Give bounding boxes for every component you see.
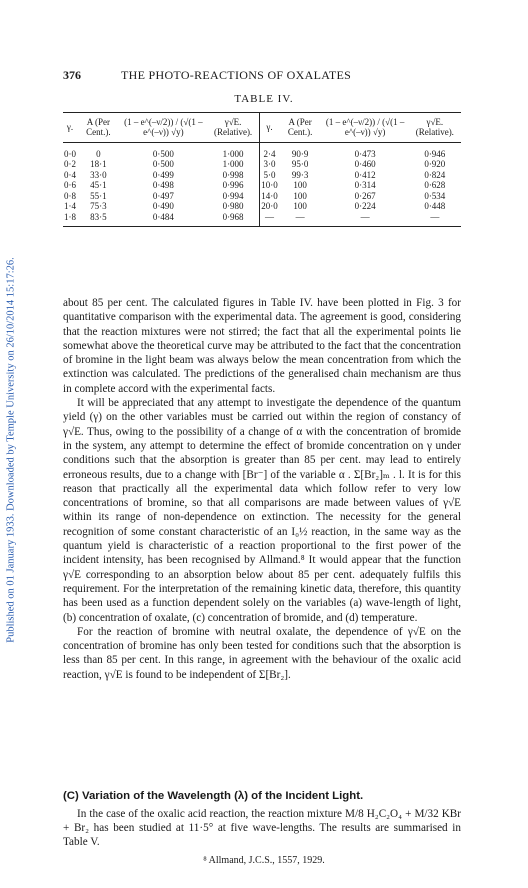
table-cell: 1·8 xyxy=(63,212,77,227)
table-cell: 90·9 xyxy=(291,148,309,159)
table-header-cell: (1 – e^(–ν/2)) / (√(1 – e^(–ν)) √y) xyxy=(322,113,409,143)
table-cell: 0·460 xyxy=(354,159,376,170)
table-cell: 0·996 xyxy=(222,180,244,191)
table-cell: 0·314 xyxy=(354,180,376,191)
table-cell: — xyxy=(322,212,409,227)
table-cell: 3·0 xyxy=(260,159,279,170)
table-row xyxy=(63,201,461,212)
data-table xyxy=(63,112,461,227)
table-cell: 0·490 xyxy=(152,201,174,212)
table-cell: 0·920 xyxy=(424,159,446,170)
table-row xyxy=(63,142,461,159)
table-cell: 0·484 xyxy=(120,212,207,227)
section-heading: (C) Variation of the Wavelength (λ) of the Incident Light. xyxy=(63,790,364,802)
table-header xyxy=(63,113,461,143)
table-header-row xyxy=(63,113,461,143)
table-cell: 0·628 xyxy=(424,180,446,191)
table-header-cell: A (Per Cent.). xyxy=(77,113,120,143)
table-cell: 0·994 xyxy=(222,190,244,201)
table-cell: — xyxy=(260,212,279,227)
table-cell: 0·448 xyxy=(424,201,446,212)
table-row xyxy=(63,170,461,181)
table-row xyxy=(63,159,461,170)
table-cell: 2·4 xyxy=(260,142,279,159)
paragraph: For the reaction of bromine with neutral oxalate, the dependence of γ√E on the concentration of bromine has only been tested for conditions such that the absorption is less than 85 per cent. In this range, in agreement with the behaviour of the oxalic acid reaction, γ√E is found to be independent of Σ[Br₂]. xyxy=(63,625,461,681)
table-cell: 33·0 xyxy=(90,169,107,180)
table-cell: 5·0 xyxy=(260,170,279,181)
table-cell: 0·0 xyxy=(64,148,76,159)
table-header-cell: γ. xyxy=(63,113,77,143)
table-cell: 100 xyxy=(293,190,307,201)
table-header-cell: γ√E. (Relative). xyxy=(409,113,461,143)
table-cell: 0·497 xyxy=(152,190,174,201)
table-body xyxy=(63,142,461,227)
table-cell: — xyxy=(279,212,322,227)
table-cell: 0·500 xyxy=(152,148,174,159)
table-cell: 0·224 xyxy=(354,201,376,212)
table-cell: 55·1 xyxy=(90,190,107,201)
paragraph: It will be appreciated that any attempt to investigate the dependence of the quantum yield (γ) on the other variables must be carried out within the region of constancy of γ√E. Thus, owing to the possibility of a change of α with the concentration of bromide in the system, any attempt to determine the effect of bromide concentration on γ under conditions such that the absorption is greater than 85 per cent. may lead to entirely erroneous results, due to a change with [Br⁻] of the variable α . Σ[Br₂]ₘ . l. It is for this reason that practically all the experimental data which follow refer to very low concentrations of bromine, so that all comparisons are made between values of γ√E within its range of non-dependence on extinction. The necessity for the general recognition of some constant characteristic of an I₀½ reaction, in the same way as the quantum yield is characteristic of a reaction proportional to the first power of the incident intensity, has been recognised by Allmand.⁸ It would appear that the function γ√E corresponding to an absorption below about 85 per cent. adequately fulfils this requirement. For the interpretation of the remaining kinetic data, therefore, this quantity has been used as a function dependent solely on the variables (a) wave-length of light, (b) concentration of oxalate, (c) concentration of bromide, and (d) temperature. xyxy=(63,397,461,624)
table-cell: 0·968 xyxy=(207,212,260,227)
table-title: TABLE IV. xyxy=(234,93,294,105)
running-head: THE PHOTO-REACTIONS OF OXALATES xyxy=(121,68,352,82)
table-cell: 1·000 xyxy=(222,159,244,170)
table-cell: 0·8 xyxy=(64,190,76,201)
table-cell: 0·4 xyxy=(64,169,76,180)
table-header-cell: A (Per Cent.). xyxy=(279,113,322,143)
table-cell: 100 xyxy=(293,201,307,212)
table-cell: 0·499 xyxy=(152,169,174,180)
table-cell: 45·1 xyxy=(90,180,107,191)
table-cell: 18·1 xyxy=(90,159,107,170)
table-cell: 0·500 xyxy=(152,159,174,170)
table-row xyxy=(63,180,461,191)
table-header-cell: γ. xyxy=(260,113,279,143)
table-cell: 0·824 xyxy=(424,169,446,180)
table-header-cell: (1 – e^(–ν/2)) / (√(1 – e^(–ν)) √y) xyxy=(120,113,207,143)
table-header-cell: γ√E. (Relative). xyxy=(207,113,260,143)
table-cell: 0·412 xyxy=(354,169,376,180)
table-cell: 0·6 xyxy=(64,180,76,191)
table-cell: 1·4 xyxy=(64,201,76,212)
footnote: ⁸ Allmand, J.C.S., 1557, 1929. xyxy=(203,855,325,866)
table-cell: — xyxy=(409,212,461,227)
table-cell: 10·0 xyxy=(261,180,278,191)
table-cell: 1·000 xyxy=(222,148,244,159)
table-cell: 95·0 xyxy=(291,159,309,170)
paragraph: about 85 per cent. The calculated figures in Table IV. have been plotted in Fig. 3 for quantitative comparison with the experimental data. The agreement is good, considering that the reaction mixtures were not stirred; the fact that all the experimental points lie somewhat above the theoretical curve may be attributed to the fact that the concentration of bromine in the light beam was always below the mean concentration from which the extinction was calculated. The predictions of the generalised chain mechanism are thus in complete accord with the experimental facts. xyxy=(63,297,461,395)
table-cell: 0·534 xyxy=(424,190,446,201)
table-cell: 0 xyxy=(96,148,101,159)
table-cell: 14·0 xyxy=(261,190,278,201)
download-watermark xyxy=(3,150,19,750)
page-number: 376 xyxy=(63,68,81,82)
table-cell: 20·0 xyxy=(261,201,278,212)
table-cell: 99·3 xyxy=(291,169,309,180)
table-cell: 83·5 xyxy=(77,212,120,227)
table-cell: 100 xyxy=(293,180,307,191)
table-cell: 0·498 xyxy=(152,180,174,191)
table-cell: 0·980 xyxy=(222,201,244,212)
table-cell: 0·2 xyxy=(64,159,76,170)
table-row xyxy=(63,212,461,227)
table-cell: 0·267 xyxy=(354,190,376,201)
body-text xyxy=(63,296,461,682)
table-cell: 0·946 xyxy=(424,148,446,159)
table-cell: 0·473 xyxy=(354,148,376,159)
watermark-text: Published on 01 January 1933. Downloaded by Temple University on 26/10/2014 15:17:26. xyxy=(5,257,17,643)
table-cell: 75·3 xyxy=(90,201,107,212)
table-cell: 0·998 xyxy=(222,169,244,180)
table-row xyxy=(63,191,461,202)
section-paragraph: In the case of the oxalic acid reaction, the reaction mixture M/8 H₂C₂O₄ + M/32 KBr + Br₂ has been studied at 11·5° at five wave-lengths. The results are summarised in Table V. xyxy=(63,808,461,848)
